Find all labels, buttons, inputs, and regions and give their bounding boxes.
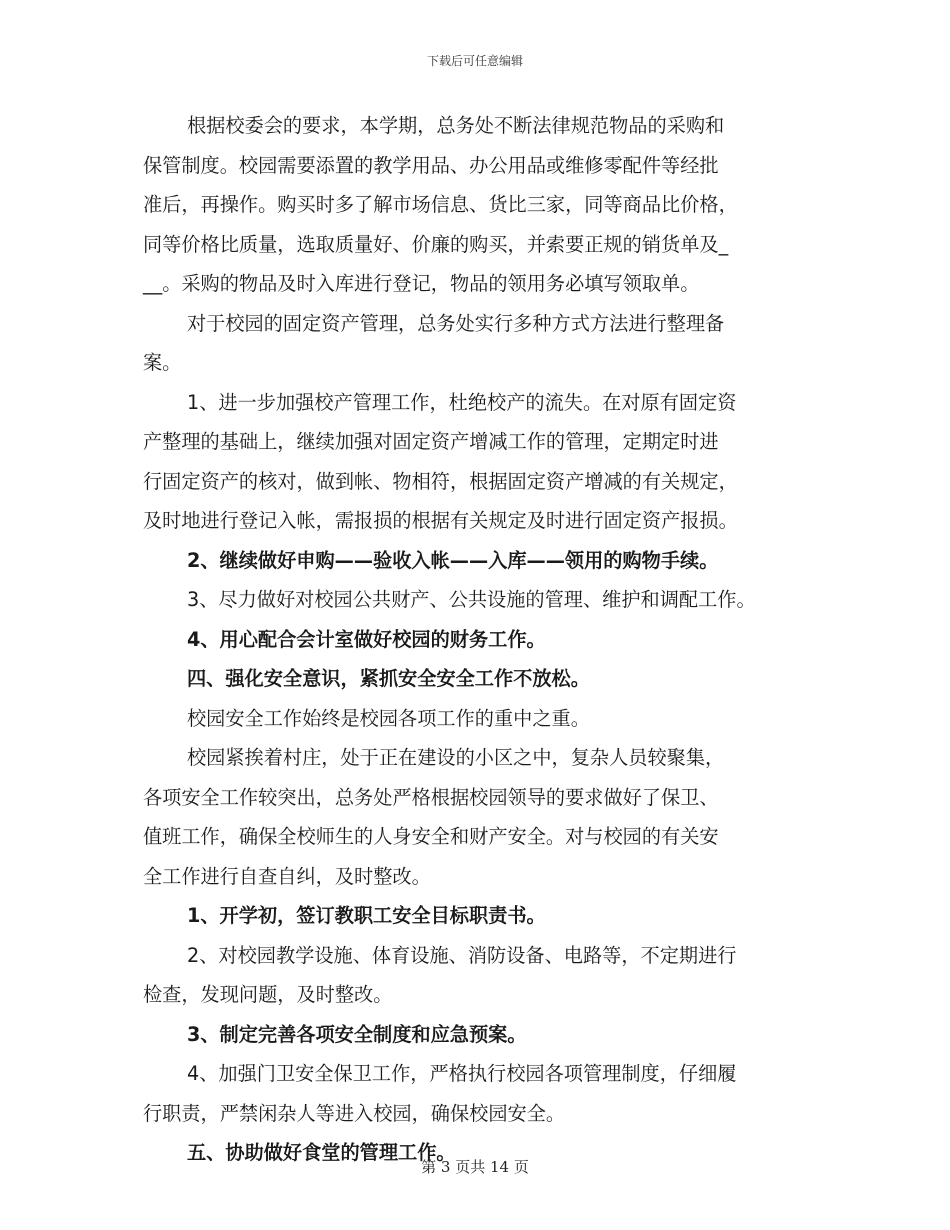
text-line: 保管制度。校园需要添置的教学用品、办公用品或维修零配件等经批 [143, 153, 719, 177]
text-line: 同等价格比质量，选取质量好、价廉的购买，并索要正规的销货单及_ [143, 232, 729, 256]
text-line: 3、制定完善各项安全制度和应急预案。 [187, 1022, 527, 1046]
text-line: 行固定资产的核对，做到帐、物相符，根据固定资产增减的有关规定， [143, 469, 738, 493]
document-body [143, 106, 823, 1173]
text-line: 3、尽力做好对校园公共财产、公共设施的管理、维护和调配工作。 [187, 588, 756, 611]
text-line: 对于校园的固定资产管理，总务处实行多种方式方法进行整理备 [187, 311, 725, 335]
text-line: 2、继续做好申购——验收入帐——入库——领用的购物手续。 [187, 548, 719, 572]
text-line: 全工作进行自查自纠，及时整改。 [143, 864, 431, 888]
text-line: 检查，发现问题，及时整改。 [143, 983, 393, 1006]
text-line: 行职责，严禁闲杂人等进入校园，确保校园安全。 [143, 1101, 566, 1125]
section-heading: 五、协助做好食堂的管理工作。 [187, 1141, 456, 1164]
text-line: 案。 [143, 351, 182, 374]
page-header: 下载后可任意编辑 [426, 54, 523, 68]
text-line: 4、加强门卫安全保卫工作，严格执行校园各项管理制度，仔细履 [187, 1062, 737, 1085]
text-line: 校园安全工作始终是校园各项工作的重中之重。 [187, 706, 590, 730]
section-heading: 四、强化安全意识，紧抓安全安全工作不放松。 [187, 667, 590, 690]
text-line: 产整理的基础上，继续加强对固定资产增减工作的管理，定期定时进 [143, 430, 719, 453]
text-line: 1、开学初，签订教职工安全目标职责书。 [187, 904, 546, 927]
text-line: 及时地进行登记入帐，需报损的根据有关规定及时进行固定资产报损。 [143, 509, 738, 532]
text-line: 2、对校园教学设施、体育设施、消防设备、电路等，不定期进行 [187, 943, 737, 967]
text-line: __。采购的物品及时入库进行登记，物品的领用务必填写领取单。 [143, 272, 700, 295]
text-line: 1、进一步加强校产管理工作，杜绝校产的流失。在对原有固定资 [187, 390, 737, 414]
text-line: 校园紧挨着村庄，处于正在建设的小区之中，复杂人员较聚集， [187, 746, 725, 769]
text-line: 根据校委会的要求，本学期，总务处不断法律规范物品的采购和 [187, 114, 725, 137]
text-line: 4、用心配合会计室做好校园的财务工作。 [187, 627, 546, 651]
text-line: 值班工作，确保全校师生的人身安全和财产安全。对与校园的有关安 [143, 825, 719, 848]
page-number: 第 3 页共 14 页 [421, 1158, 529, 1176]
text-line: 各项安全工作较突出，总务处严格根据校园领导的要求做好了保卫、 [143, 785, 719, 809]
text-line: 准后，再操作。购买时多了解市场信息、货比三家，同等商品比价格， [143, 193, 738, 216]
